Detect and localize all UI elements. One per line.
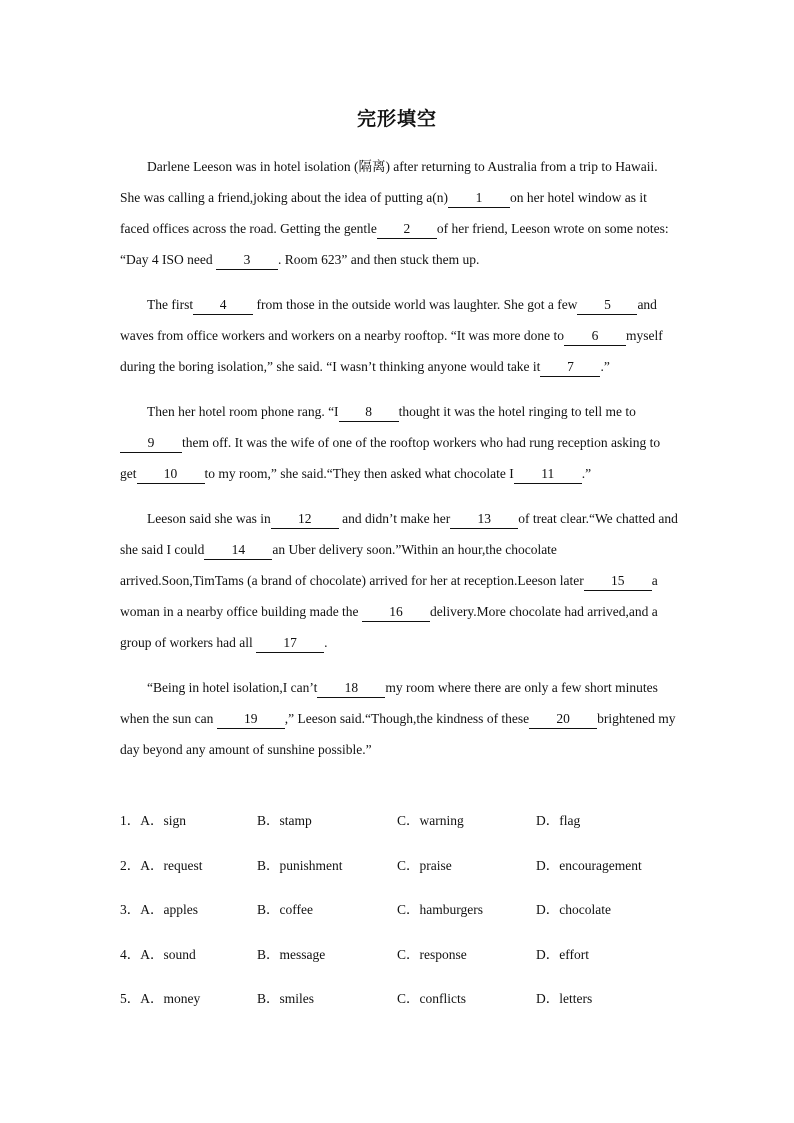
blank-8: 8: [339, 403, 399, 422]
paragraph-text: and didn’t make her: [338, 511, 451, 526]
paragraph-text: to my room,” she said.“They then asked what chocolate I: [204, 466, 514, 481]
option-b: B．coffee: [257, 902, 313, 917]
blank-16: 16: [362, 603, 430, 622]
page-title: 完形填空: [356, 108, 437, 130]
option-d: D．encouragement: [536, 857, 642, 873]
blank-9: 9: [120, 434, 182, 453]
option-b: B．message: [257, 946, 326, 962]
blank-3: 3: [216, 251, 278, 270]
paragraph-text: Then her hotel room phone rang. “I: [147, 404, 339, 419]
blank-19: 19: [217, 710, 285, 729]
option-c: C．response: [397, 946, 467, 962]
option-a: 1．A．sign: [120, 813, 187, 828]
blank-2: 2: [377, 220, 437, 239]
blank-1: 1: [448, 189, 510, 208]
paragraph-text: Darlene Leeson was in hotel isolation (隔离) after returning to Australia from a trip to Hawaii. She was calling a friend,joking about the idea of putting a(n): [120, 159, 658, 205]
blank-7: 7: [540, 358, 600, 377]
blank-20: 20: [529, 710, 597, 729]
paragraph-text: . Room 623” and then stuck them up.: [277, 252, 480, 267]
option-a: 4．A．sound: [120, 946, 196, 962]
paragraph-text: ,” Leeson said.“Though,the kindness of these: [284, 711, 530, 726]
paragraph-text: myself during the boring isolation,” she said. “I wasn’t thinking anyone would take it: [120, 328, 663, 374]
paragraph-text: Leeson said she was in: [147, 511, 271, 526]
blank-11: 11: [514, 465, 582, 484]
option-b: B．smiles: [257, 991, 315, 1006]
blank-12: 12: [271, 510, 339, 529]
question-row: [120, 898, 720, 943]
cloze-passage: [120, 151, 678, 779]
paragraph-text: on her hotel window as it faced offices across the road. Getting the gentle: [120, 190, 647, 236]
option-a: 3．A．apples: [120, 902, 198, 917]
paragraph-text: from those in the outside world was laughter. She got a few: [253, 297, 578, 312]
paragraph-text: thought it was the hotel ringing to tell me to: [398, 404, 636, 419]
paragraph-text: my room where there are only a few short minutes when the sun can: [120, 680, 658, 726]
option-d: D．letters: [536, 991, 593, 1006]
blank-14: 14: [204, 541, 272, 560]
paragraph-text: .”: [581, 466, 592, 481]
paragraph-text: and waves from office workers and workers on a nearby rooftop. “It was more done to: [120, 297, 657, 343]
question-row: [120, 854, 720, 899]
blank-5: 5: [577, 296, 637, 315]
paragraph-text: .: [324, 635, 328, 650]
paragraph-2: [120, 289, 678, 382]
option-d: D．effort: [536, 946, 589, 962]
blank-18: 18: [317, 679, 385, 698]
blank-15: 15: [584, 572, 652, 591]
paragraph-text: of her friend, Leeson wrote on some notes: “Day 4 ISO need: [120, 221, 669, 267]
paragraph-5: [120, 672, 678, 765]
question-row: [120, 809, 720, 854]
question-row: [120, 943, 720, 988]
paragraph-3: [120, 396, 678, 489]
paragraph-text: delivery.More chocolate had arrived,and a group of workers had all: [120, 604, 658, 650]
paragraph-4: [120, 503, 678, 658]
option-c: C．praise: [397, 857, 452, 873]
option-b: B．punishment: [257, 857, 343, 873]
option-b: B．stamp: [257, 813, 312, 828]
paragraph-text: them off. It was the wife of one of the rooftop workers who had rung reception asking to get: [120, 435, 661, 481]
answer-options: [120, 809, 720, 1032]
option-c: C．hamburgers: [397, 902, 483, 917]
blank-4: 4: [193, 296, 253, 315]
blank-6: 6: [564, 327, 626, 346]
blank-10: 10: [137, 465, 205, 484]
paragraph-text: an Uber delivery soon.”Within an hour,the chocolate arrived.Soon,TimTams (a brand of chocolate) arrived for her at reception.Leeson later: [120, 542, 584, 588]
paragraph-text: brightened my day beyond any amount of sunshine possible.”: [120, 711, 676, 757]
paragraph-text: .”: [600, 359, 610, 374]
paragraph-text: of treat clear.“We chatted and she said I could: [120, 511, 678, 557]
option-a: 5．A．money: [120, 991, 201, 1006]
paragraph-1: [120, 151, 678, 275]
paragraph-text: a woman in a nearby office building made the: [120, 573, 658, 619]
option-c: C．warning: [397, 813, 464, 828]
question-row: [120, 987, 720, 1032]
paragraph-text: “Being in hotel isolation,I can’t: [147, 680, 318, 695]
blank-13: 13: [450, 510, 518, 529]
option-a: 2．A．request: [120, 857, 203, 873]
option-d: D．chocolate: [536, 902, 611, 917]
blank-17: 17: [256, 634, 324, 653]
option-d: D．flag: [536, 813, 581, 828]
paragraph-text: The first: [147, 297, 194, 312]
option-c: C．conflicts: [397, 991, 466, 1006]
